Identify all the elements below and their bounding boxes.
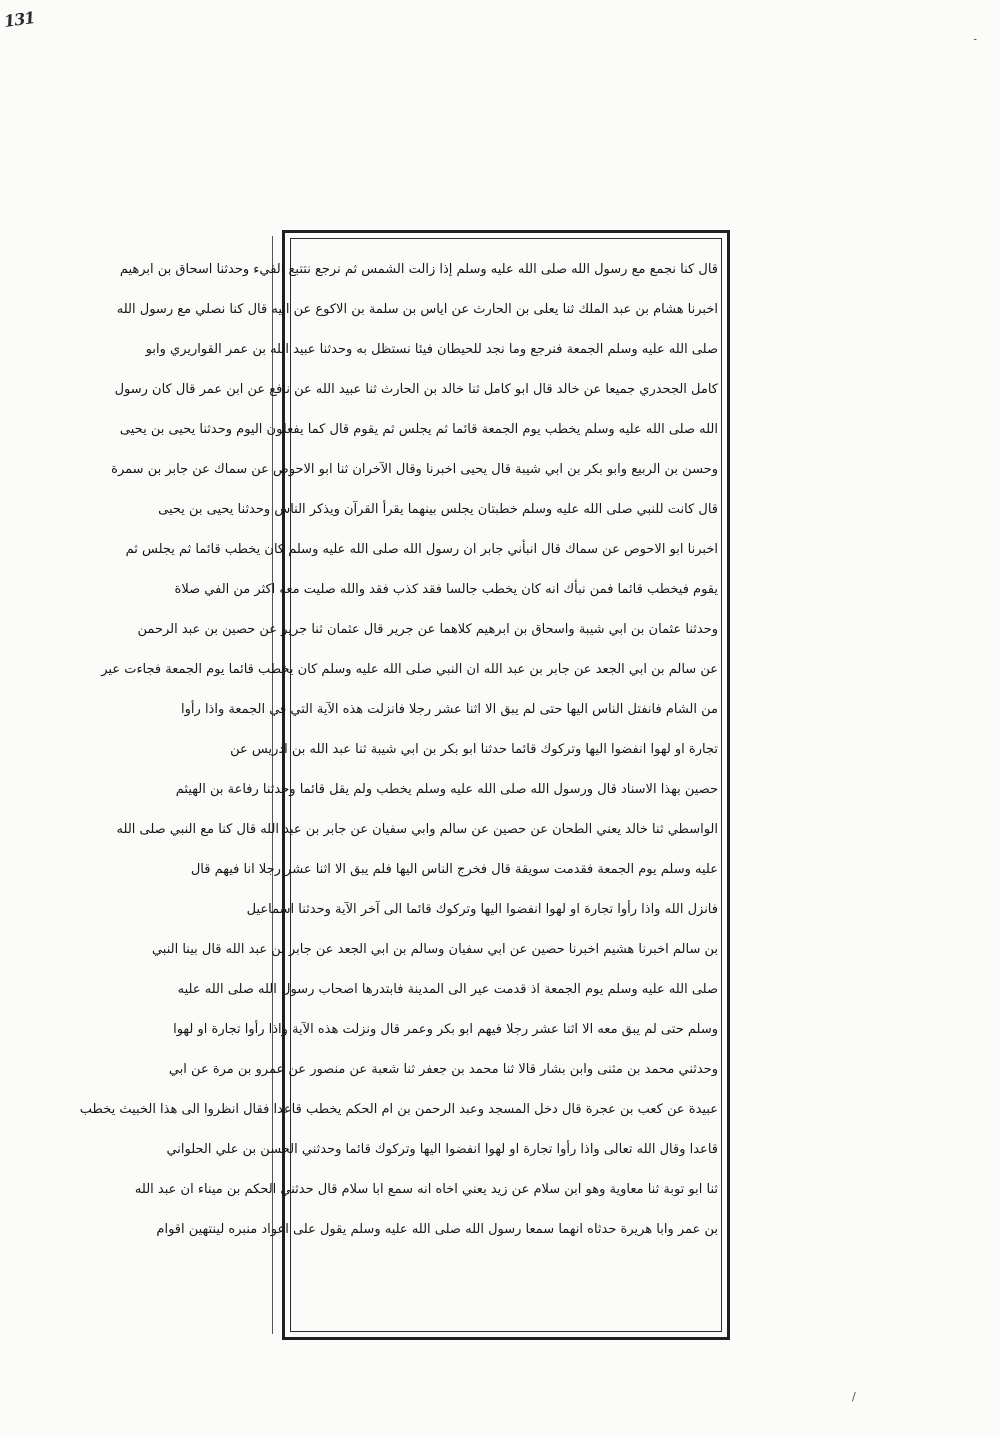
text-line: وحدثنا عثمان بن ابي شيبة واسحاق بن ابرهيم كلاهما عن جرير قال عثمان ثنا جرير عن حصين بن عبد الرحمن [137,622,718,637]
text-line: الواسطي ثنا خالد يعني الطحان عن حصين عن سالم وابي سفيان عن جابر بن عبد الله قال كنا مع النبي صلى الله [116,822,718,837]
text-line: الله صلى الله عليه وسلم يخطب يوم الجمعة قائما ثم يجلس ثم يقوم قال كما يفعلون اليوم وحدثنا يحيى بن يحيى [119,422,718,437]
text-line: قال كنا نجمع مع رسول الله صلى الله عليه وسلم إذا زالت الشمس ثم نرجع نتتبع الفيء وحدثنا اسحاق بن ابرهيم [119,262,718,277]
text-line: اخبرنا ابو الاحوص عن سماك قال انبأني جابر ان رسول الله صلى الله عليه وسلم كان يخطب قائما ثم يجلس ثم [125,542,718,557]
manuscript-text-block [79,250,718,1316]
text-line: بن عمر وابا هريرة حدثاه انهما سمعا رسول الله صلى الله عليه وسلم يقول على اعواد منبره لينتهين اقوام [156,1222,718,1237]
text-line: حصين بهذا الاسناد قال ورسول الله صلى الله عليه وسلم يخطب ولم يقل قائما وحدثنا رفاعة بن الهيثم [175,782,718,797]
text-line: اخبرنا هشام بن عبد الملك ثنا يعلى بن الحارث عن اياس بن سلمة بن الاكوع عن ابيه قال كنا نصلي مع رسول الله [116,302,718,317]
text-line: عليه وسلم يوم الجمعة فقدمت سويقة قال فخرج الناس اليها فلم يبق الا اثنا عشر رجلا انا فيهم قال [190,862,718,877]
text-line: قاعدا وقال الله تعالى واذا رأوا تجارة او لهوا انفضوا اليها وتركوك قائما وحدثني الحسن بن علي الحلواني [166,1142,718,1157]
text-line: عبيدة عن كعب بن عجرة قال دخل المسجد وعبد الرحمن بن ام الحكم يخطب قاعدا فقال انظروا الى هذا الخبيث يخطب [79,1102,718,1117]
text-line: كامل الجحدري جميعا عن خالد قال ابو كامل ثنا خالد بن الحارث ثنا عبيد الله عن نافع عن ابن عمر قال كان رسول [114,382,718,397]
text-line: تجارة او لهوا انفضوا اليها وتركوك قائما حدثنا ابو بكر بن ابي شيبة ثنا عبد الله بن ادريس عن [230,742,718,757]
text-line: بن سالم اخبرنا هشيم اخبرنا حصين عن ابي سفيان وسالم بن ابي الجعد عن جابر بن عبد الله قال بينا النبي [151,942,718,957]
text-line: فانزل الله واذا رأوا تجارة او لهوا انفضوا اليها وتركوك قائما الى آخر الآية وحدثنا اسماعيل [246,902,718,917]
text-line: صلى الله عليه وسلم الجمعة فنرجع وما نجد للحيطان فيئا نستظل به وحدثنا عبيد الله بن عمر القواريري وابو [145,342,718,357]
stray-mark-bottom: / [852,1390,856,1403]
text-line: وحدثني محمد بن مثنى وابن بشار قالا ثنا محمد بن جعفر ثنا شعبة عن منصور عن عمرو بن مرة عن ابي [168,1062,718,1077]
text-line: وحسن بن الربيع وابو بكر بن ابي شيبة قال يحيى اخبرنا وقال الآخران ثنا ابو الاحوص عن سماك عن جابر بن سمرة [111,462,718,477]
text-line: صلى الله عليه وسلم يوم الجمعة اذ قدمت عير الى المدينة فابتدرها اصحاب رسول الله صلى الله عليه [177,982,718,997]
text-line: وسلم حتى لم يبق معه الا اثنا عشر رجلا فيهم ابو بكر وعمر قال ونزلت هذه الآية واذا رأوا تجارة او لهوا [173,1022,718,1037]
stray-mark-top: ۔ [972,30,979,43]
text-line: من الشام فانفتل الناس اليها حتى لم يبق الا اثنا عشر رجلا فانزلت هذه الآية التي في الجمعة واذا رأوا [181,702,718,717]
text-line: ثنا ابو توبة ثنا معاوية وهو ابن سلام عن زيد يعني اخاه انه سمع ابا سلام قال حدثني الحكم بن ميناء ان عبد الله [134,1182,718,1197]
folio-number: 131 [2,7,36,32]
text-line: قال كانت للنبي صلى الله عليه وسلم خطبتان يجلس بينهما يقرأ القرآن ويذكر الناس وحدثنا يحيى بن يحيى [158,502,718,517]
text-line: يقوم فيخطب قائما فمن نبأك انه كان يخطب جالسا فقد كذب فقد والله صليت معه اكثر من الفي صلاة [174,582,718,597]
text-line: عن سالم بن ابي الجعد عن جابر بن عبد الله ان النبي صلى الله عليه وسلم كان يخطب قائما يوم الجمعة فجاءت عير [101,662,718,677]
